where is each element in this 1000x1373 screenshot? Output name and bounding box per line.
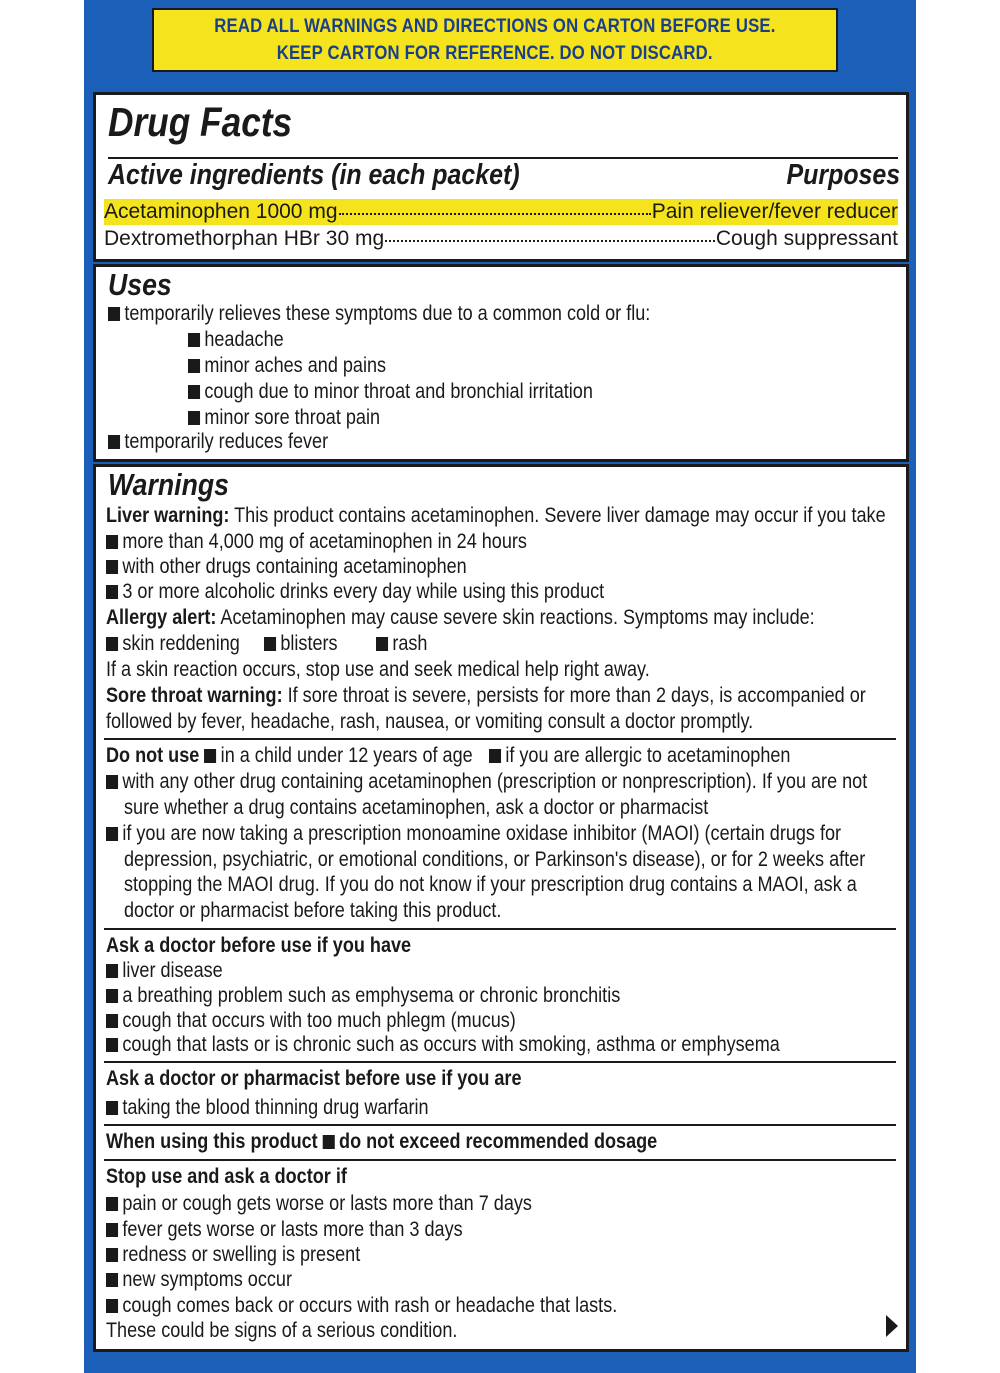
banner-line-2: KEEP CARTON FOR REFERENCE. DO NOT DISCARD.: [277, 43, 713, 64]
uses-subitem: minor sore throat pain: [188, 405, 411, 431]
ingredient-row-2: [104, 226, 898, 252]
ingredient-name: Acetaminophen 1000 mg: [104, 200, 338, 223]
bullet-icon: [106, 1223, 118, 1237]
ask-doctor-item: liver disease: [106, 958, 242, 984]
warnings-title: Warnings: [108, 467, 229, 502]
bullet-icon: [106, 560, 118, 574]
section-divider: [104, 928, 896, 930]
ask-doctor-item: a breathing problem such as emphysema or chronic bronchitis: [106, 983, 704, 1009]
banner-line-1: READ ALL WARNINGS AND DIRECTIONS ON CARTON BEFORE USE.: [214, 16, 776, 37]
active-ingredients-heading: Active ingredients (in each packet): [108, 159, 520, 191]
do-not-use-cont: stopping the MAOI drug. If you do not know if your prescription drug contains a MAOI, ask a: [124, 873, 857, 896]
sore-throat-warning-cont: followed by fever, headache, rash, nausea, or vomiting consult a doctor promptly.: [106, 710, 754, 733]
bullet-icon: [106, 1014, 118, 1028]
liver-item: 3 or more alcoholic drinks every day while using this product: [106, 579, 685, 605]
section-divider: [104, 738, 896, 740]
section-divider: [104, 1061, 896, 1063]
ingredient-purpose: Cough suppressant: [715, 227, 898, 250]
do-not-use-item: if you are allergic to acetaminophen: [489, 743, 840, 769]
allergy-alert: Allergy alert: Acetaminophen may cause severe skin reactions. Symptoms may include:: [106, 606, 815, 629]
bullet-icon: [106, 989, 118, 1003]
stop-use-item: redness or swelling is present: [106, 1242, 402, 1268]
allergy-item: skin reddening: [106, 631, 262, 657]
bullet-icon: [188, 333, 200, 347]
warning-banner: [152, 8, 838, 72]
ask-doctor-item: cough that lasts or is chronic such as occurs with smoking, asthma or emphysema: [106, 1032, 890, 1058]
leader-dots: [385, 226, 715, 242]
bullet-icon: [323, 1135, 335, 1149]
warnings-panel: [93, 464, 909, 1352]
bullet-icon: [106, 1248, 118, 1262]
uses-subitem: minor aches and pains: [188, 353, 418, 379]
bullet-icon: [106, 964, 118, 978]
bullet-icon: [188, 385, 200, 399]
do-not-use-cont: sure whether a drug contains acetaminophen, ask a doctor or pharmacist: [124, 796, 709, 819]
liver-item: more than 4,000 mg of acetaminophen in 24 hours: [106, 529, 595, 555]
uses-panel: [93, 264, 909, 462]
bullet-icon: [108, 307, 120, 321]
drug-facts-title: Drug Facts: [108, 99, 293, 145]
bullet-icon: [106, 827, 118, 841]
bullet-icon: [106, 1038, 118, 1052]
do-not-use-item: if you are now taking a prescription monoamine oxidase inhibitor (MAOI) (certain drugs for: [106, 821, 961, 847]
do-not-use-item: with any other drug containing acetaminophen (prescription or nonprescription). If you are not: [106, 769, 991, 795]
ask-doctor-item: cough that occurs with too much phlegm (mucus): [106, 1008, 583, 1034]
bullet-icon: [106, 637, 118, 651]
stop-use-item: new symptoms occur: [106, 1267, 322, 1293]
allergy-item: rash: [376, 631, 436, 657]
do-not-use-cont: depression, psychiatric, or emotional conditions, or Parkinson's disease), or for 2 weeks after: [124, 848, 866, 871]
bullet-icon: [489, 749, 501, 763]
drug-facts-panel: [93, 92, 909, 262]
uses-subitem: cough due to minor throat and bronchial irritation: [188, 379, 659, 405]
bullet-icon: [106, 585, 118, 599]
stop-use-after: These could be signs of a serious condition.: [106, 1319, 458, 1342]
uses-item: temporarily reduces fever: [108, 429, 364, 455]
bullet-icon: [106, 775, 118, 789]
stop-use-item: fever gets worse or lasts more than 3 days: [106, 1217, 521, 1243]
stop-use-heading: Stop use and ask a doctor if: [106, 1165, 347, 1188]
bullet-icon: [188, 411, 200, 425]
allergy-item: blisters: [264, 631, 350, 657]
uses-subitem: headache: [188, 327, 299, 353]
bullet-icon: [106, 1273, 118, 1287]
stop-use-item: pain or cough gets worse or lasts more than 7 days: [106, 1191, 601, 1217]
bullet-icon: [264, 637, 276, 651]
sore-throat-warning: Sore throat warning: If sore throat is severe, persists for more than 2 days, is accompanied or: [106, 684, 866, 707]
when-using-heading: When using this product do not exceed recommended dosage: [106, 1130, 658, 1153]
bullet-icon: [106, 1101, 118, 1115]
do-not-use: Do not use in a child under 12 years of age: [106, 744, 473, 767]
ingredient-purpose: Pain reliever/fever reducer: [651, 200, 898, 223]
allergy-after: If a skin reaction occurs, stop use and seek medical help right away.: [106, 658, 650, 681]
bullet-icon: [188, 359, 200, 373]
do-not-use-cont: doctor or pharmacist before taking this product.: [124, 899, 502, 922]
uses-title: Uses: [108, 267, 172, 302]
bullet-icon: [106, 1299, 118, 1313]
purposes-heading: Purposes: [786, 159, 900, 191]
ask-doctor-heading: Ask a doctor before use if you have: [106, 934, 412, 957]
ask-pharmacist-heading: Ask a doctor or pharmacist before use if you are: [106, 1067, 522, 1090]
leader-dots: [339, 199, 651, 215]
section-divider: [104, 1159, 896, 1161]
ingredient-name: Dextromethorphan HBr 30 mg: [104, 227, 385, 250]
uses-item: temporarily relieves these symptoms due to a common cold or flu:: [108, 301, 739, 327]
ingredient-row-1: [104, 199, 898, 225]
bullet-icon: [106, 1197, 118, 1211]
stop-use-item: cough comes back or occurs with rash or headache that lasts.: [106, 1293, 700, 1319]
continue-arrow-icon: [886, 1315, 898, 1337]
bullet-icon: [108, 435, 120, 449]
bullet-icon: [376, 637, 388, 651]
bullet-icon: [106, 535, 118, 549]
bullet-icon: [204, 749, 216, 763]
ask-pharmacist-item: taking the blood thinning drug warfarin: [106, 1095, 481, 1121]
liver-warning: Liver warning: This product contains acetaminophen. Severe liver damage may occur if you take: [106, 504, 886, 527]
liver-item: with other drugs containing acetaminophen: [106, 554, 525, 580]
section-divider: [104, 1124, 896, 1126]
